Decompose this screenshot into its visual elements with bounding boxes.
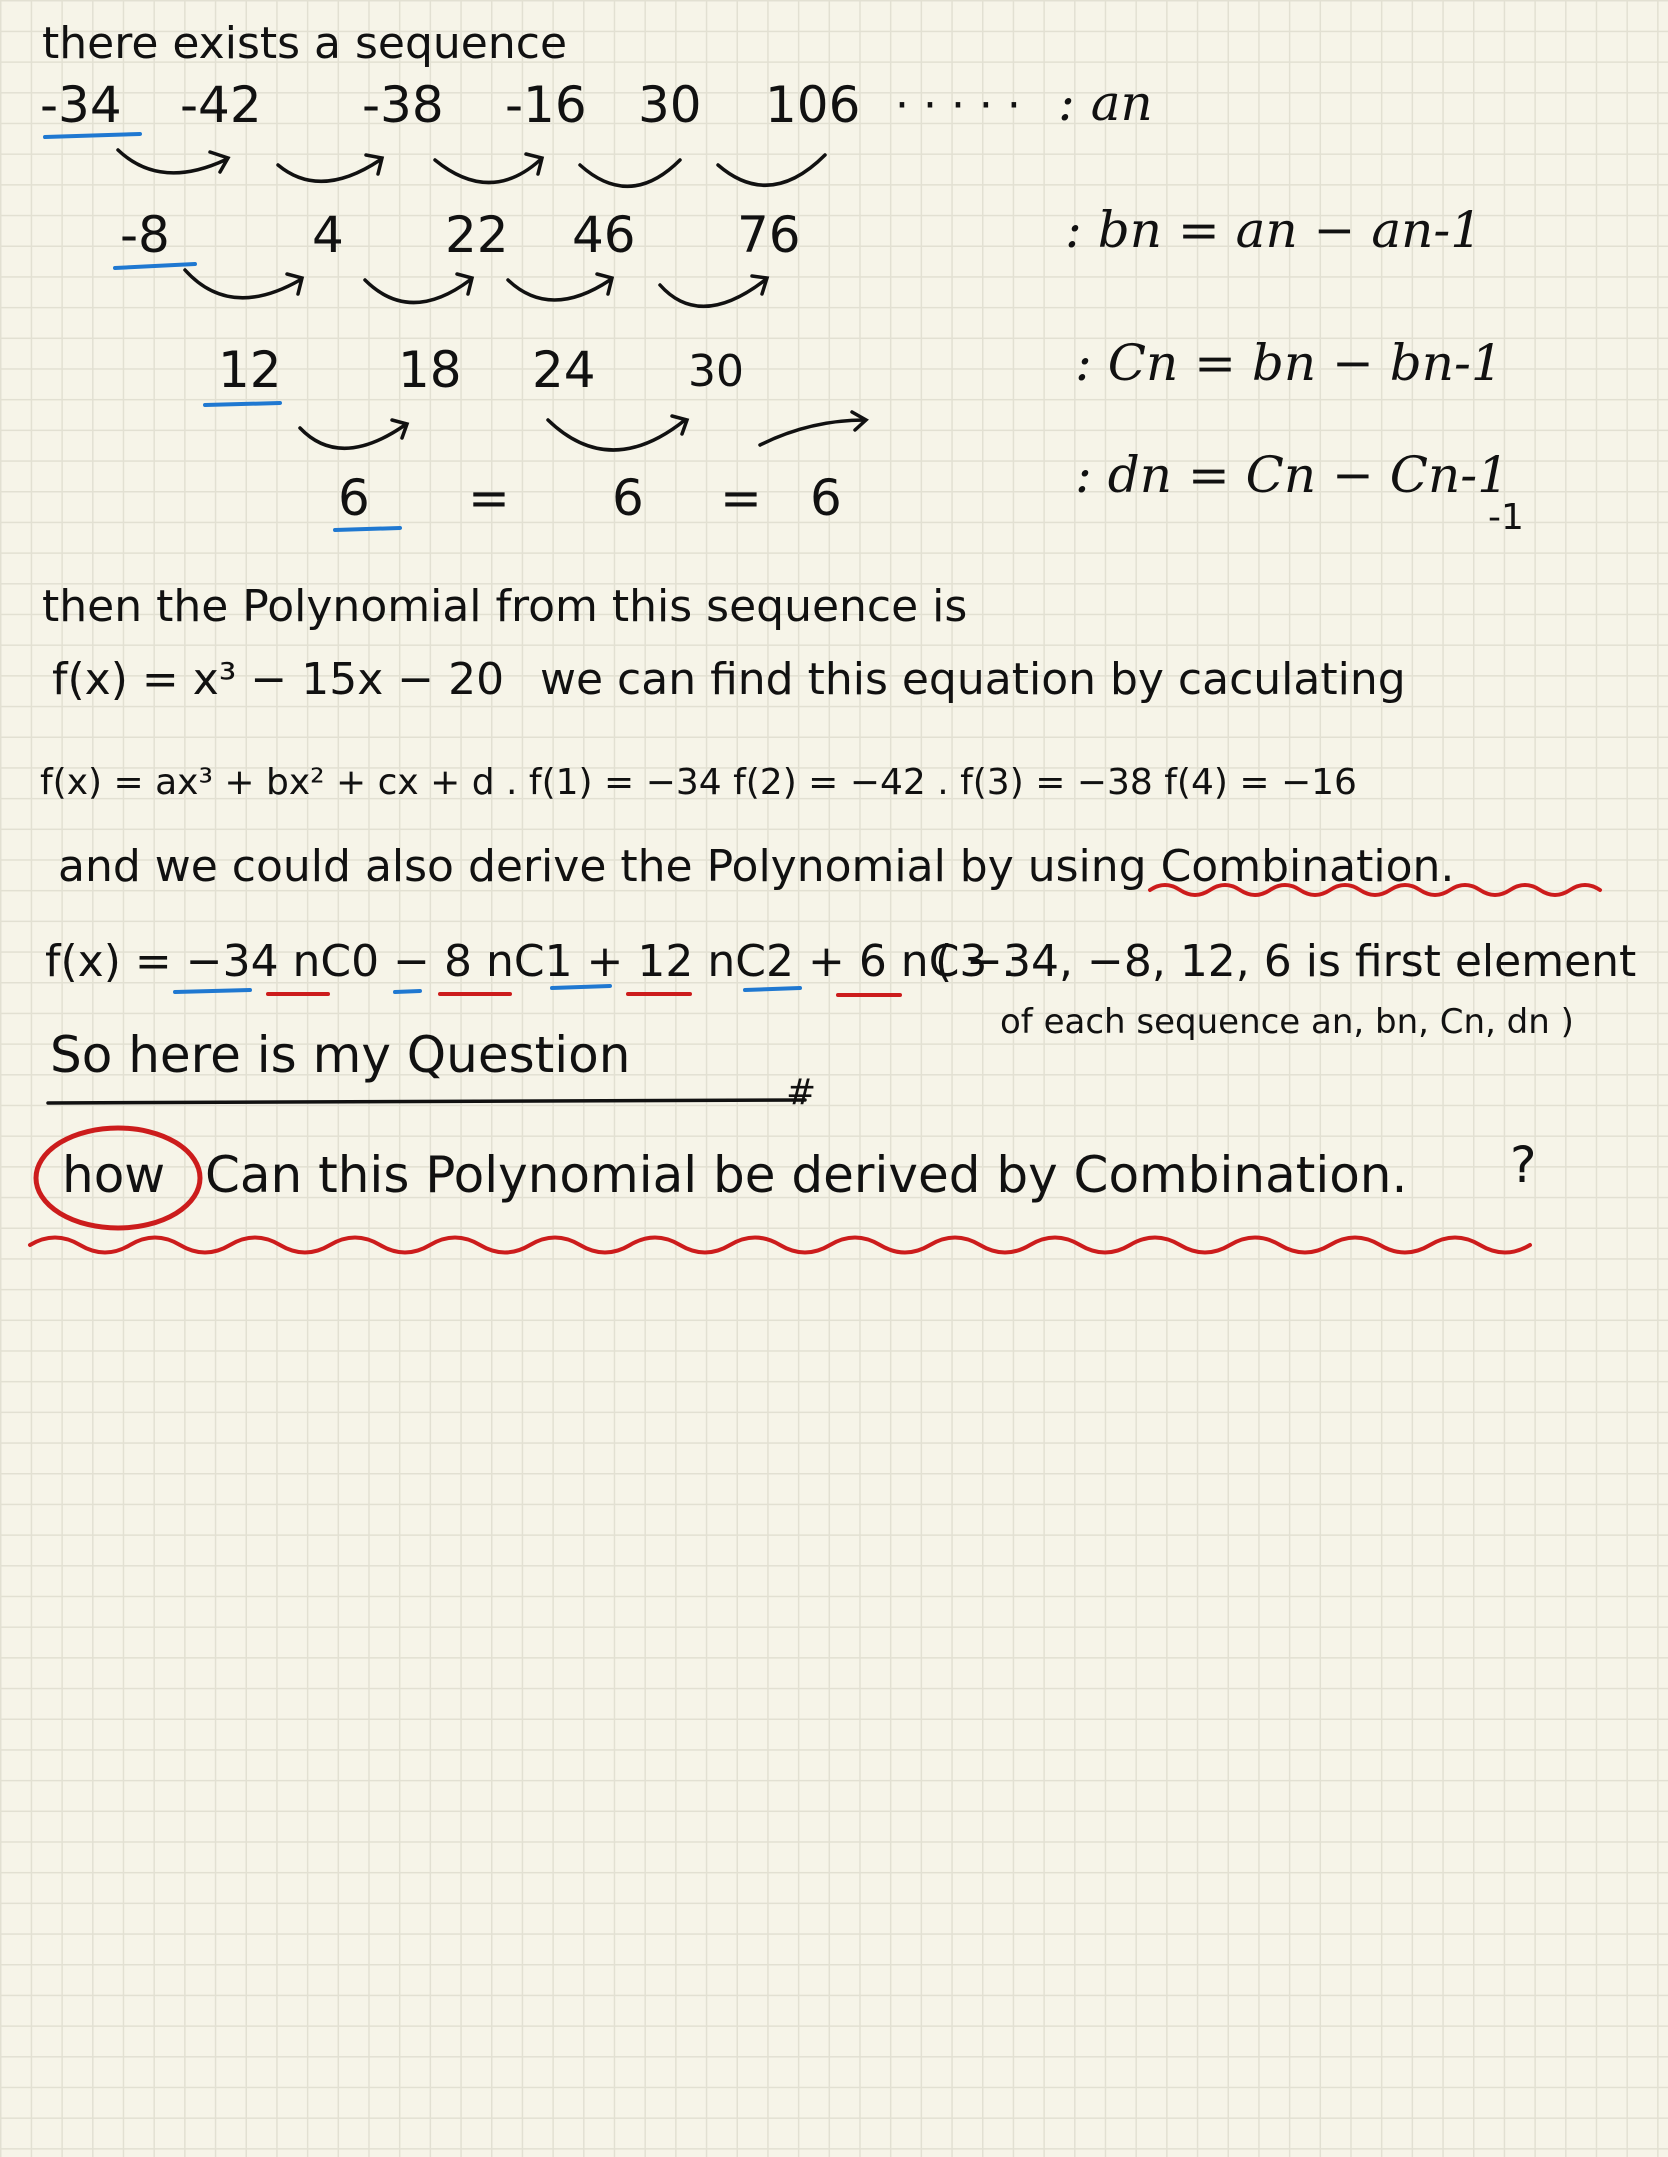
a-term-5: 30	[638, 76, 702, 134]
d-eq-1: =	[468, 469, 510, 527]
c-term-2: 18	[398, 341, 462, 399]
arrow-b3	[508, 280, 610, 300]
a-term-1: -34	[40, 76, 122, 134]
para-line-2b: we can find this equation by caculating	[540, 654, 1406, 705]
a-ellipsis: · · · · ·	[895, 80, 1021, 131]
blue-underline-coef1	[175, 990, 250, 992]
para-line-5a: f(x) = −34 nC0 − 8 nC1 + 12 nC2 + 6 nC3 .	[45, 936, 1016, 987]
para-line-2a: f(x) = x³ − 15x − 20	[52, 654, 505, 705]
para-line-1: then the Polynomial from this sequence is	[42, 581, 968, 632]
d-term-1: 6	[338, 469, 370, 527]
arrow-b1	[185, 270, 300, 298]
red-wave-question	[30, 1238, 1530, 1253]
b-term-3: 22	[445, 206, 509, 264]
b-term-5: 76	[737, 206, 801, 264]
question-qmark: ?	[1510, 1136, 1537, 1194]
para-line-4: and we could also derive the Polynomial by using Combination.	[58, 841, 1455, 892]
arrow-a5	[718, 155, 825, 185]
d-label: : dn = Cn − Cn-1	[1075, 446, 1509, 504]
arrow-a3	[435, 160, 540, 183]
arrow-a4	[580, 160, 680, 186]
arrow-b4	[660, 280, 765, 306]
question-intro-underline	[48, 1100, 805, 1103]
arrow-c1	[300, 425, 405, 448]
a-label: : an	[1058, 74, 1153, 132]
c-term-1: 12	[218, 341, 282, 399]
d-label-sub: -1	[1488, 497, 1524, 538]
question-intro: So here is my Question	[50, 1026, 631, 1084]
arrow-c3	[760, 420, 865, 445]
d-term-2: 6	[612, 469, 644, 527]
blue-underline-coef4	[745, 988, 800, 990]
red-wave-using-combination	[1150, 885, 1600, 895]
blue-underline-a1	[45, 134, 140, 137]
b-term-1: -8	[120, 206, 170, 264]
para-line-5b: ( −34, −8, 12, 6 is first element	[935, 936, 1637, 987]
question-how: how	[62, 1146, 166, 1204]
blue-underline-b1	[115, 264, 195, 268]
how-circle	[36, 1128, 200, 1228]
c-term-3: 24	[532, 341, 596, 399]
arrow-a2	[278, 160, 380, 181]
para-line-3: f(x) = ax³ + bx² + cx + d . f(1) = −34 f(2) = −42 . f(3) = −38 f(4) = −16	[40, 762, 1357, 803]
blue-underline-coef2	[395, 991, 420, 992]
d-eq-2: =	[720, 469, 762, 527]
b-term-2: 4	[312, 206, 344, 264]
arrow-b2	[365, 280, 470, 303]
question-mark-hash: #	[786, 1072, 817, 1113]
blue-underline-d1	[335, 528, 400, 530]
a-term-6: 106	[765, 76, 861, 134]
d-term-3: 6	[810, 469, 842, 527]
arrow-a1	[118, 150, 225, 173]
b-term-4: 46	[572, 206, 636, 264]
b-label: : bn = an − an-1	[1065, 201, 1483, 259]
a-term-3: -38	[362, 76, 444, 134]
c-term-4: 30	[688, 346, 744, 397]
blue-underline-c1	[205, 403, 280, 405]
arrow-c2	[548, 420, 685, 450]
blue-underline-coef3	[552, 986, 610, 988]
question-rest: Can this Polynomial be derived by Combination.	[205, 1146, 1408, 1204]
para-line-6: of each sequence an, bn, Cn, dn )	[1000, 1002, 1574, 1042]
a-term-2: -42	[180, 76, 262, 134]
a-term-4: -16	[505, 76, 587, 134]
intro-text: there exists a sequence	[42, 18, 568, 69]
c-label: : Cn = bn − bn-1	[1075, 334, 1503, 392]
